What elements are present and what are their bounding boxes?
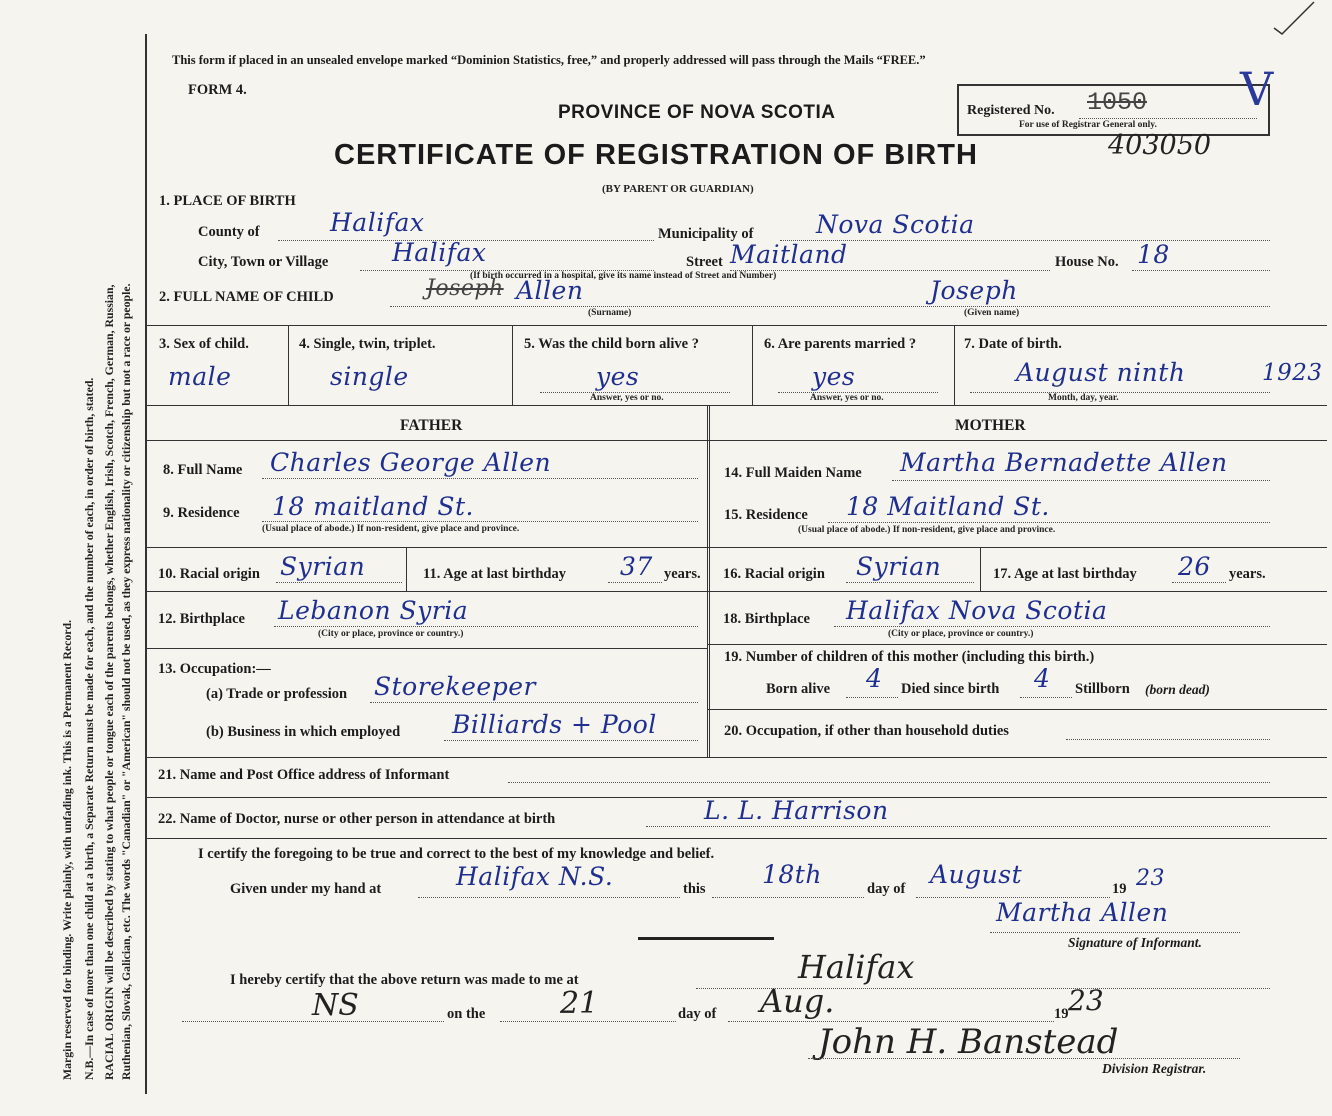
street-value: Maitland — [730, 240, 848, 269]
registrar-year-value: 23 — [1068, 984, 1104, 1017]
born-alive-count-value: 4 — [866, 664, 883, 693]
given-dayof-label: day of — [867, 881, 906, 897]
date-of-birth-caption: Month, day, year. — [1048, 393, 1119, 403]
father-birthplace-caption: (City or place, province or country.) — [318, 629, 464, 639]
registrar-dayof-label: day of — [678, 1006, 717, 1022]
house-value: 18 — [1137, 240, 1170, 269]
father-age-label: 11. Age at last birthday — [423, 566, 566, 582]
mother-occupation-label: 20. Occupation, if other than household duties — [724, 723, 1009, 739]
father-residence-caption: (Usual place of abode.) If non-resident, give place and province. — [262, 524, 520, 534]
province-heading: PROVINCE OF NOVA SCOTIA — [558, 102, 836, 123]
corner-tick-mark — [1268, 0, 1318, 36]
registrar-month-value: Aug. — [760, 982, 835, 1020]
mother-birthplace-label: 18. Birthplace — [723, 611, 810, 627]
informant-signature: Martha Allen — [996, 898, 1169, 927]
blue-checkmark: V — [1240, 62, 1274, 116]
business-value: Billiards + Pool — [452, 710, 657, 739]
margin-note-2: N.B.—In case of more than one child at a birth, a Separate Return must be made for each, and the number of each, in order of birth, stated. — [82, 377, 96, 1080]
street-label: Street — [686, 254, 723, 270]
registrar-province-value: NS — [312, 988, 359, 1023]
municipality-label: Municipality of — [658, 226, 754, 242]
sex-value: male — [168, 362, 232, 391]
father-race-label: 10. Racial origin — [158, 566, 260, 582]
born-alive-label: 5. Was the child born alive ? — [524, 336, 699, 352]
date-of-birth-year: 1923 — [1262, 360, 1323, 386]
parents-married-value: yes — [812, 362, 856, 391]
mother-birthplace-caption: (City or place, province or country.) — [888, 629, 1034, 639]
mother-residence-label: 15. Residence — [724, 507, 808, 523]
registered-box — [957, 84, 1270, 136]
father-birthplace-value: Lebanon Syria — [278, 596, 469, 625]
margin-note-3: RACIAL ORIGIN will be described by stating to what people or tongue each of the parents belongs, whether English, Irish, Scotch, French, German, Russian, — [102, 284, 116, 1080]
children-count-label: 19. Number of children of this mother (including this birth.) — [724, 649, 1095, 665]
born-alive-caption: Answer, yes or no. — [590, 393, 664, 403]
registered-number: 1050 — [1087, 88, 1148, 117]
mother-years-label: years. — [1229, 566, 1266, 582]
form-number: FORM 4. — [188, 82, 247, 98]
mother-residence-value: 18 Maitland St. — [846, 492, 1050, 521]
place-of-birth-label: 1. PLACE OF BIRTH — [159, 193, 296, 209]
date-of-birth-label: 7. Date of birth. — [964, 336, 1062, 352]
certificate-subtitle: (BY PARENT OR GUARDIAN) — [602, 183, 754, 195]
registrar-year-prefix: 19 — [1054, 1006, 1069, 1022]
plurality-value: single — [330, 362, 409, 391]
margin-note-4: Ruthenian, Slovak, Galician, etc. The words "Canadian" or "American" should not be used, as they express nationality or citizenship but not a race or people. — [119, 283, 133, 1080]
stillborn-note: (born dead) — [1145, 682, 1210, 697]
city-value: Halifax — [392, 238, 487, 267]
hospital-note: (If birth occurred in a hospital, give its name instead of Street and Number) — [470, 271, 777, 281]
stamp-number: 403050 — [1108, 130, 1212, 161]
mother-residence-caption: (Usual place of abode.) If non-resident, give place and province. — [798, 525, 1056, 535]
trade-value: Storekeeper — [374, 672, 536, 701]
given-name-caption: (Given name) — [964, 308, 1020, 318]
given-this-label: this — [683, 881, 706, 897]
surname-caption: (Surname) — [588, 308, 632, 318]
mother-race-label: 16. Racial origin — [723, 566, 825, 582]
margin-rule — [145, 34, 147, 1094]
given-label: Given under my hand at — [230, 881, 382, 897]
mother-age-label: 17. Age at last birthday — [993, 566, 1137, 582]
parents-married-label: 6. Are parents married ? — [764, 336, 917, 352]
mail-note: This form if placed in an unsealed envelope marked “Dominion Statistics, free,” and properly addressed will pass through the Mails “FREE.” — [172, 53, 926, 67]
father-residence-value: 18 maitland St. — [272, 492, 474, 521]
given-year-value: 23 — [1136, 866, 1165, 891]
born-alive-value: yes — [596, 362, 640, 391]
doctor-value: L. L. Harrison — [704, 796, 889, 825]
registrar-place-value: Halifax — [798, 948, 915, 986]
mother-age-value: 26 — [1178, 552, 1211, 581]
house-label: House No. — [1055, 254, 1119, 270]
margin-note-1: Margin reserved for binding. Write plainly, with unfading ink. This is a Permanent Record. — [60, 619, 74, 1080]
mother-name-label: 14. Full Maiden Name — [724, 465, 862, 481]
registrar-day-value: 21 — [560, 986, 599, 1021]
father-heading: FATHER — [400, 417, 463, 434]
given-name-value: Joseph — [930, 276, 1018, 305]
died-since-birth-value: 4 — [1034, 664, 1051, 693]
born-alive-count-label: Born alive — [766, 681, 831, 697]
given-year-prefix: 19 — [1112, 881, 1127, 897]
surname-struck: Joseph — [426, 276, 504, 301]
registrar-note: For use of Registrar General only. — [1019, 120, 1157, 130]
father-years-label: years. — [664, 566, 701, 582]
informant-signature-caption: Signature of Informant. — [1068, 935, 1202, 950]
business-label: (b) Business in which employed — [206, 724, 401, 740]
certify-statement: I certify the foregoing to be true and correct to the best of my knowledge and belief. — [198, 846, 715, 862]
registrar-statement: I hereby certify that the above return was made to me at — [230, 972, 579, 988]
father-residence-label: 9. Residence — [163, 505, 240, 521]
father-name-value: Charles George Allen — [270, 448, 552, 477]
mother-name-value: Martha Bernadette Allen — [900, 448, 1228, 477]
father-age-value: 37 — [620, 552, 653, 581]
mother-birthplace-value: Halifax Nova Scotia — [846, 596, 1108, 625]
county-label: County of — [198, 224, 260, 240]
registrar-onthe-label: on the — [447, 1006, 486, 1022]
mother-race-value: Syrian — [856, 552, 942, 581]
mother-heading: MOTHER — [955, 417, 1026, 434]
father-name-label: 8. Full Name — [163, 462, 243, 478]
date-of-birth-value: August ninth — [1016, 358, 1186, 387]
stillborn-label: Stillborn — [1075, 681, 1130, 697]
given-day-value: 18th — [762, 860, 822, 889]
trade-label: (a) Trade or profession — [206, 686, 348, 702]
given-month-value: August — [930, 860, 1023, 889]
parents-married-caption: Answer, yes or no. — [810, 393, 884, 403]
plurality-label: 4. Single, twin, triplet. — [299, 336, 436, 352]
given-place-value: Halifax N.S. — [456, 862, 614, 891]
died-since-birth-label: Died since birth — [901, 681, 1000, 697]
child-name-label: 2. FULL NAME OF CHILD — [159, 289, 334, 305]
municipality-value: Nova Scotia — [816, 210, 975, 239]
occupation-label: 13. Occupation:— — [158, 661, 271, 677]
father-birthplace-label: 12. Birthplace — [158, 611, 245, 627]
county-value: Halifax — [330, 208, 425, 237]
certificate-title: CERTIFICATE OF REGISTRATION OF BIRTH — [334, 139, 978, 171]
registrar-signature: John H. Banstead — [818, 1022, 1119, 1062]
sex-label: 3. Sex of child. — [159, 336, 249, 352]
registrar-caption: Division Registrar. — [1102, 1061, 1207, 1076]
registered-label: Registered No. — [967, 103, 1055, 118]
surname-value: Allen — [516, 276, 584, 305]
city-label: City, Town or Village — [198, 254, 329, 270]
father-race-value: Syrian — [280, 552, 366, 581]
doctor-label: 22. Name of Doctor, nurse or other person in attendance at birth — [158, 811, 556, 827]
informant-label: 21. Name and Post Office address of Informant — [158, 767, 450, 783]
